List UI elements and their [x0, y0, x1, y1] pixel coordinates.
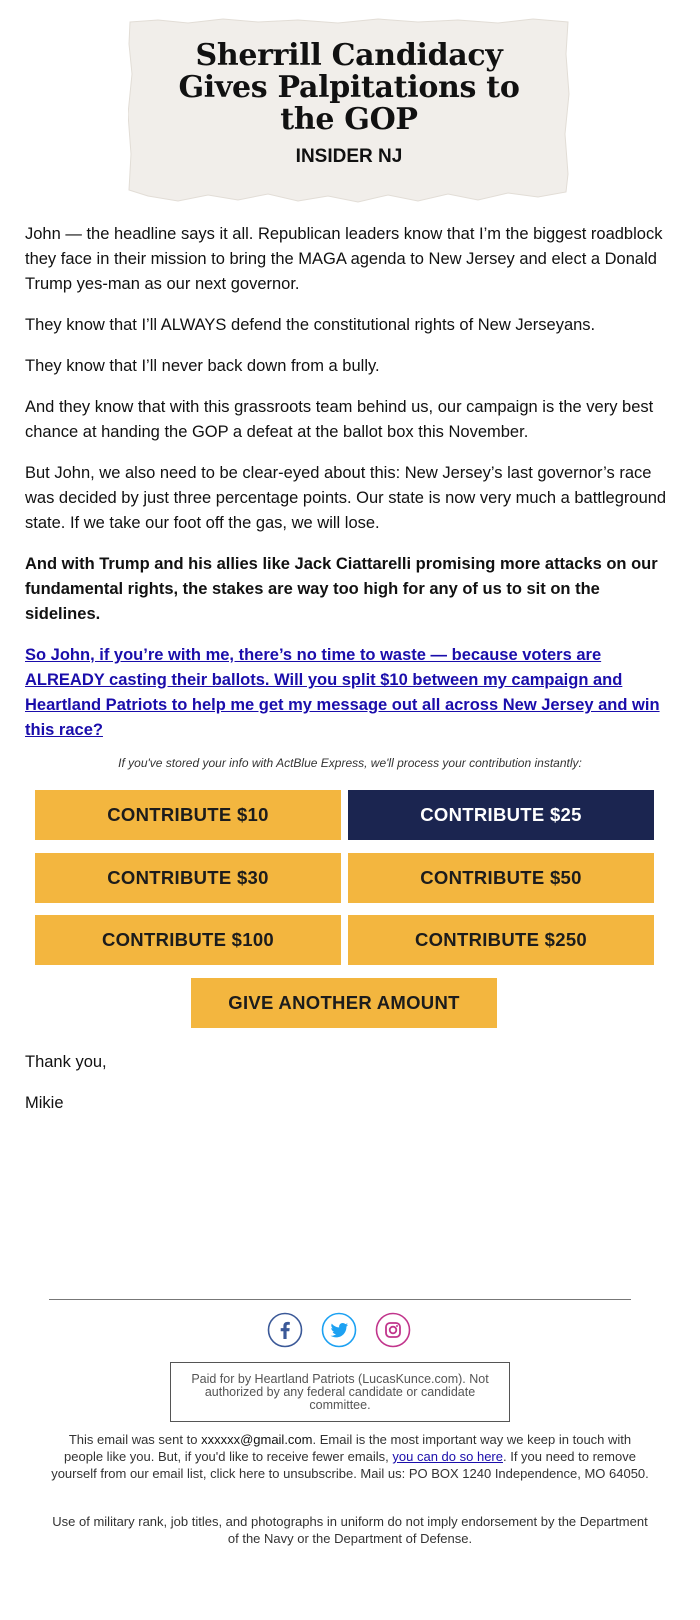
body-paragraph-2: They know that I’ll ALWAYS defend the constitutional rights of New Jerseyans. [25, 316, 596, 334]
footer-divider [49, 1299, 631, 1300]
recipient-email: xxxxxx@gmail.com [201, 1432, 313, 1447]
contribute-10-button[interactable]: CONTRIBUTE $10 [35, 790, 341, 840]
headline-image [128, 14, 570, 204]
facebook-icon[interactable] [267, 1312, 303, 1348]
footer-unsubscribe-text [48, 1431, 652, 1482]
instagram-icon[interactable] [375, 1312, 411, 1348]
footer-sent-prefix: This email was sent to [68, 1432, 202, 1447]
headline-line-3: the GOP [280, 102, 418, 137]
footer-sent-middle: . Email is the most important way we keep in touch with people like you. But, if you'd like to receive fewer emails, [64, 1432, 632, 1464]
headline-title [128, 40, 570, 136]
body-paragraph-bold: And with Trump and his allies like Jack Ciattarelli promising more attacks on our fundamental rights, the stakes are way too high for any of us to sit on the sidelines. [25, 555, 658, 623]
give-another-amount-button[interactable]: GIVE ANOTHER AMOUNT [191, 978, 497, 1028]
contribute-100-button[interactable]: CONTRIBUTE $100 [35, 915, 341, 965]
twitter-icon[interactable] [321, 1312, 357, 1348]
contribute-250-button[interactable]: CONTRIBUTE $250 [348, 915, 654, 965]
headline-line-1: Sherrill Candidacy [195, 38, 503, 73]
signoff-name: Mikie [25, 1094, 64, 1112]
military-disclaimer: Use of military rank, job titles, and photographs in uniform do not imply endorsement by the Department of the Navy or the Department of Defense. [52, 1514, 648, 1546]
headline-source: INSIDER NJ [295, 146, 403, 167]
contribute-50-button[interactable]: CONTRIBUTE $50 [348, 853, 654, 903]
fewer-emails-link[interactable]: you can do so here [392, 1449, 503, 1464]
footer-sent-suffix: . If you need to remove yourself from our email list, click here to unsubscribe. Mail us: PO BOX 1240 Independence, MO 64050. [51, 1449, 649, 1481]
donate-cta-link[interactable]: So John, if you’re with me, there’s no time to waste — because voters are ALREADY casting their ballots. Will you split $10 between my campaign and Heartland Patriots to help me get my message out all across New Jersey and win this race? [25, 646, 660, 739]
body-paragraph-5: But John, we also need to be clear-eyed about this: New Jersey’s last governor’s race was decided by just three percentage points. Our state is now very much a battleground state. If we take our foot off the gas, we will lose. [25, 464, 667, 532]
paid-for-disclaimer: Paid for by Heartland Patriots (LucasKunce.com). Not authorized by any federal candidate or candidate committee. [170, 1362, 510, 1422]
contribute-30-button[interactable]: CONTRIBUTE $30 [35, 853, 341, 903]
body-paragraph-1: John — the headline says it all. Republican leaders know that I’m the biggest roadblock they face in their mission to bring the MAGA agenda to New Jersey and elect a Donald Trump yes-man as our next governor. [25, 225, 663, 293]
actblue-express-notice: If you've stored your info with ActBlue Express, we'll process your contribution instantly: [118, 756, 582, 770]
email-body [25, 222, 675, 759]
contribute-25-button[interactable]: CONTRIBUTE $25 [348, 790, 654, 840]
body-paragraph-4: And they know that with this grassroots team behind us, our campaign is the very best chance at handing the GOP a defeat at the ballot box this November. [25, 398, 654, 441]
headline-line-2: Gives Palpitations to [178, 70, 520, 105]
body-paragraph-3: They know that I’ll never back down from a bully. [25, 357, 380, 375]
signoff-thanks: Thank you, [25, 1053, 107, 1071]
